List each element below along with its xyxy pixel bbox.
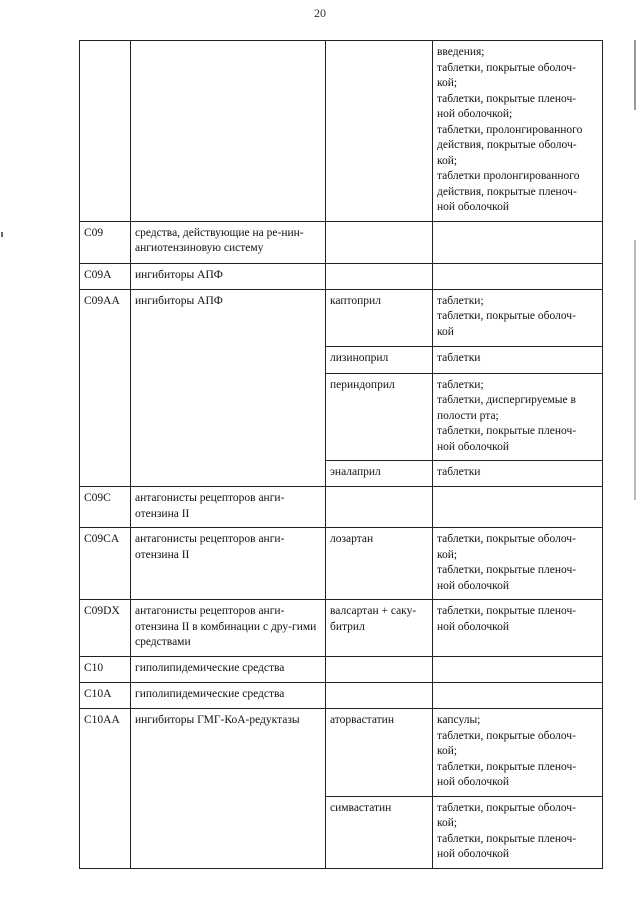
drug-name-cell: лозартан [326,528,433,600]
dosage-form-line: кой [437,325,454,338]
dosage-form-line: таблетки, покрытые пленоч- [437,564,577,576]
table-row [80,528,603,600]
dosage-form-line: кой; [437,817,458,829]
atc-code-cell: C10A [80,683,131,709]
dosage-form-line: таблетки, покрытые оболоч- [437,801,576,814]
dosage-form-line: таблетки, покрытые оболоч- [437,61,576,74]
atc-name-cell: средства, действующие на ре-нин-ангиотензиновую систему [131,221,326,263]
dosage-form-line: таблетки пролонгированного [437,170,580,182]
dosage-form-line: ной оболочкой [437,620,510,633]
atc-name-cell: ингибиторы АПФ [131,289,326,487]
scan-edge-mark [634,240,636,500]
atc-code-cell: C09AA [80,289,131,487]
drug-name-cell: лизиноприл [326,346,433,373]
table-row [80,221,603,263]
drug-name-cell [326,263,433,289]
dosage-form-line: кой; [437,77,458,89]
dosage-form-cell [433,373,603,461]
dosage-form-cell [433,346,603,373]
dosage-form-cell [433,709,603,797]
table-row [80,683,603,709]
dosage-form-line: полости рта; [437,409,499,422]
table-row [80,289,603,346]
dosage-form-line: действия, покрытые оболоч- [437,139,577,151]
dosage-form-line: кой; [437,548,458,561]
dosage-form-cell [433,461,603,487]
dosage-form-cell [433,796,603,868]
drug-name-cell: валсартан + саку-битрил [326,600,433,657]
dosage-form-cell [433,600,603,657]
drug-name-cell: каптоприл [326,289,433,346]
table-row [80,487,603,528]
dosage-form-line: кой; [437,745,458,757]
dosage-form-line: таблетки, покрытые пленоч- [437,425,577,437]
dosage-form-line: ной оболочкой [437,579,510,592]
atc-code-cell: C10AA [80,709,131,869]
dosage-form-line: ной оболочкой [437,848,510,860]
dosage-form-line: кой; [437,154,458,167]
scan-edge-mark [1,232,3,237]
table-row [80,263,603,289]
table-row [80,600,603,657]
drug-name-cell: эналаприл [326,461,433,487]
dosage-form-line: капсулы; [437,714,481,726]
atc-code-cell: C09CA [80,528,131,600]
dosage-form-line: таблетки [437,466,481,478]
drug-name-cell [326,221,433,263]
dosage-form-line: таблетки, покрытые оболоч- [437,310,576,322]
dosage-form-cell [433,289,603,346]
drug-name-cell: аторвастатин [326,709,433,797]
dosage-form-line: таблетки; [437,294,484,307]
dosage-form-cell [433,683,603,709]
atc-code-cell: C10 [80,657,131,683]
drug-name-cell [326,487,433,528]
dosage-form-line: ной оболочкой [437,440,510,453]
atc-name-cell: гиполипидемические средства [131,657,326,683]
dosage-form-line: таблетки, диспергируемые в [437,394,576,406]
atc-name-cell [131,41,326,222]
dosage-form-cell [433,528,603,600]
atc-code-cell: C09A [80,263,131,289]
table-row [80,709,603,797]
dosage-form-cell [433,657,603,683]
dosage-form-cell [433,41,603,222]
table-row [80,657,603,683]
dosage-form-line: таблетки, покрытые пленоч- [437,92,577,105]
dosage-form-line: таблетки, покрытые пленоч- [437,760,577,773]
dosage-form-line: таблетки, пролонгированного [437,123,583,136]
drug-name-cell: симвастатин [326,796,433,868]
atc-name-cell: антагонисты рецепторов анги-отензина II [131,487,326,528]
atc-name-cell: антагонисты рецепторов анги-отензина II в комбинации с дру-гими средствами [131,600,326,657]
atc-name-cell: антагонисты рецепторов анги-отензина II [131,528,326,600]
atc-name-cell: ингибиторы ГМГ-КоА-редуктазы [131,709,326,869]
dosage-form-cell [433,487,603,528]
dosage-form-cell [433,221,603,263]
atc-name-cell: гиполипидемические средства [131,683,326,709]
drug-name-cell [326,41,433,222]
dosage-form-line: таблетки, покрытые пленоч- [437,605,577,617]
scan-edge-mark [634,40,636,110]
dosage-form-line: таблетки [437,351,481,364]
dosage-form-line: таблетки, покрытые оболоч- [437,729,576,742]
table-row [80,41,603,222]
atc-code-cell: C09C [80,487,131,528]
dosage-form-cell [433,263,603,289]
dosage-form-line: действия, покрытые пленоч- [437,185,577,198]
dosage-form-line: таблетки; [437,378,484,391]
drug-table [79,40,603,869]
atc-code-cell: C09 [80,221,131,263]
dosage-form-line: ной оболочкой [437,776,510,788]
dosage-form-line: введения; [437,46,485,58]
atc-name-cell: ингибиторы АПФ [131,263,326,289]
drug-name-cell: периндоприл [326,373,433,461]
page-number: 20 [314,6,326,20]
drug-name-cell [326,683,433,709]
drug-name-cell [326,657,433,683]
atc-code-cell [80,41,131,222]
dosage-form-line: таблетки, покрытые оболоч- [437,533,576,545]
dosage-form-line: ной оболочкой; [437,108,513,120]
dosage-form-line: таблетки, покрытые пленоч- [437,832,577,845]
dosage-form-line: ной оболочкой [437,201,510,213]
atc-code-cell: C09DX [80,600,131,657]
